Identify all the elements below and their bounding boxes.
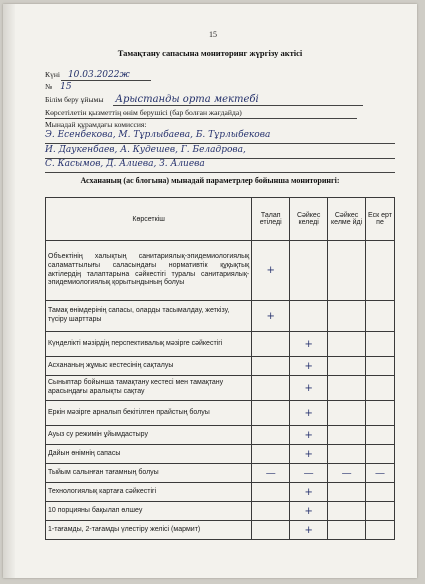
document-title: Тамақтану сапасына мониторинг жүргізу актісі bbox=[117, 48, 303, 58]
row-note-mark bbox=[366, 357, 395, 376]
row-noncompliant-mark bbox=[328, 521, 366, 540]
row-required-mark bbox=[252, 376, 290, 401]
number-value: 15 bbox=[60, 82, 72, 92]
number-label: № bbox=[45, 82, 53, 91]
date-label: Күні bbox=[45, 70, 61, 79]
row-required-mark: — bbox=[252, 464, 290, 483]
row-required-mark bbox=[252, 357, 290, 376]
row-indicator: Дайын өнімнің сапасы bbox=[46, 445, 252, 464]
org-label: Білім беру ұйымы bbox=[45, 95, 104, 104]
row-noncompliant-mark bbox=[328, 401, 366, 426]
row-noncompliant-mark bbox=[328, 502, 366, 521]
row-noncompliant-mark bbox=[328, 445, 366, 464]
row-required-mark bbox=[252, 521, 290, 540]
row-note-mark bbox=[366, 445, 395, 464]
row-indicator: Технологиялық картаға сәйкестігі bbox=[46, 483, 252, 502]
document-page bbox=[3, 4, 417, 578]
header-required: Талап етіледі bbox=[252, 198, 290, 241]
table-row bbox=[46, 521, 395, 540]
row-note-mark: — bbox=[366, 464, 395, 483]
header-note: Еск ерт пе bbox=[366, 198, 395, 241]
row-compliant-mark: + bbox=[290, 521, 328, 540]
binding-edge bbox=[3, 4, 15, 578]
header-noncompliant: Сәйкес келме йді bbox=[328, 198, 366, 241]
row-note-mark bbox=[366, 521, 395, 540]
table-row bbox=[46, 376, 395, 401]
row-note-mark bbox=[366, 301, 395, 332]
provider-underline bbox=[45, 118, 357, 119]
commission-label: Мынадай құрамдағы комиссия: bbox=[45, 120, 147, 129]
row-noncompliant-mark bbox=[328, 357, 366, 376]
date-line bbox=[45, 70, 130, 80]
row-compliant-mark bbox=[290, 301, 328, 332]
row-indicator: 10 порцияны бақылап өлшеу bbox=[46, 502, 252, 521]
commission-members-line-2: И. Даукенбаев, А. Кудешев, Г. Беладрова, bbox=[45, 145, 246, 155]
row-noncompliant-mark bbox=[328, 301, 366, 332]
row-noncompliant-mark bbox=[328, 483, 366, 502]
row-indicator: Ауыз су режимін ұйымдастыру bbox=[46, 426, 252, 445]
row-note-mark bbox=[366, 241, 395, 301]
row-compliant-mark: + bbox=[290, 332, 328, 357]
provider-line: Көрсетілетін қызметтің өнім берушісі (бар болған жағдайда) bbox=[45, 108, 242, 117]
row-note-mark bbox=[366, 483, 395, 502]
org-underline bbox=[113, 105, 363, 106]
number-line bbox=[45, 82, 72, 92]
row-indicator: Тамақ өнімдерінің сапасы, оларды тасымалдау, жеткізу, түсіру шарттары bbox=[46, 301, 252, 332]
row-compliant-mark: + bbox=[290, 502, 328, 521]
row-indicator: Тыйым салынған тағамның болуы bbox=[46, 464, 252, 483]
row-required-mark bbox=[252, 401, 290, 426]
org-value: Арыстанды орта мектебі bbox=[115, 94, 259, 105]
row-required-mark bbox=[252, 483, 290, 502]
table-row bbox=[46, 445, 395, 464]
table-row bbox=[46, 401, 395, 426]
row-noncompliant-mark bbox=[328, 376, 366, 401]
row-indicator: Сыныптар бойынша тамақтану кестесі мен тамақтану арасындағы аралықты сақтау bbox=[46, 376, 252, 401]
row-note-mark bbox=[366, 426, 395, 445]
row-compliant-mark: + bbox=[290, 445, 328, 464]
table-row bbox=[46, 426, 395, 445]
row-compliant-mark: + bbox=[290, 483, 328, 502]
date-underline bbox=[61, 80, 151, 81]
commission-members-line-1: Э. Есенбекова, М. Тұрлыбаева, Б. Тұрлыбекова bbox=[45, 130, 271, 140]
date-value: 10.03.2022ж bbox=[67, 70, 130, 80]
table-header-row bbox=[46, 198, 395, 241]
row-required-mark bbox=[252, 426, 290, 445]
row-indicator: 1-тағамды, 2-тағамды үлестіру желісі (мармит) bbox=[46, 521, 252, 540]
row-compliant-mark: — bbox=[290, 464, 328, 483]
org-line bbox=[45, 94, 259, 105]
row-noncompliant-mark bbox=[328, 241, 366, 301]
row-compliant-mark: + bbox=[290, 357, 328, 376]
table-row bbox=[46, 332, 395, 357]
row-compliant-mark: + bbox=[290, 426, 328, 445]
row-compliant-mark: + bbox=[290, 401, 328, 426]
header-compliant: Сәйкес келеді bbox=[290, 198, 328, 241]
row-required-mark bbox=[252, 332, 290, 357]
table-row bbox=[46, 301, 395, 332]
row-indicator: Объектінің халықтың санитариялық-эпидемиологиялық саламаттылығы саласындағы нормативтік құқықтық актілердің талаптарына сәйкестігі туралы санитариялық-эпидемиологиялық қорытындының болуы bbox=[46, 241, 252, 301]
row-required-mark: + bbox=[252, 301, 290, 332]
table-row bbox=[46, 483, 395, 502]
row-indicator: Еркін мәзірге арналып бекітілген прайстың болуы bbox=[46, 401, 252, 426]
row-compliant-mark: + bbox=[290, 376, 328, 401]
row-note-mark bbox=[366, 332, 395, 357]
header-indicator: Көрсеткіш bbox=[46, 198, 252, 241]
table-row bbox=[46, 464, 395, 483]
table-row bbox=[46, 357, 395, 376]
row-note-mark bbox=[366, 376, 395, 401]
table-row bbox=[46, 502, 395, 521]
row-required-mark: + bbox=[252, 241, 290, 301]
page-number: 15 bbox=[209, 30, 217, 39]
row-note-mark bbox=[366, 401, 395, 426]
row-required-mark bbox=[252, 502, 290, 521]
table-row bbox=[46, 241, 395, 301]
commission-members-line-3: С. Касымов, Д. Алиева, З. Алиева bbox=[45, 159, 205, 169]
row-note-mark bbox=[366, 502, 395, 521]
row-compliant-mark bbox=[290, 241, 328, 301]
row-required-mark bbox=[252, 445, 290, 464]
monitoring-table bbox=[45, 197, 395, 540]
row-indicator: Күнделікті мәзірдің перспективалық мәзірге сәйкестігі bbox=[46, 332, 252, 357]
row-indicator: Асхананың жұмыс кестесінің сақталуы bbox=[46, 357, 252, 376]
commission-underline-3 bbox=[45, 172, 395, 173]
row-noncompliant-mark bbox=[328, 332, 366, 357]
commission-underline-1 bbox=[45, 143, 395, 144]
row-noncompliant-mark: — bbox=[328, 464, 366, 483]
table-title: Асхананың (ас блогына) мынадай параметрлер бойынша мониторингі: bbox=[80, 176, 340, 185]
row-noncompliant-mark bbox=[328, 426, 366, 445]
